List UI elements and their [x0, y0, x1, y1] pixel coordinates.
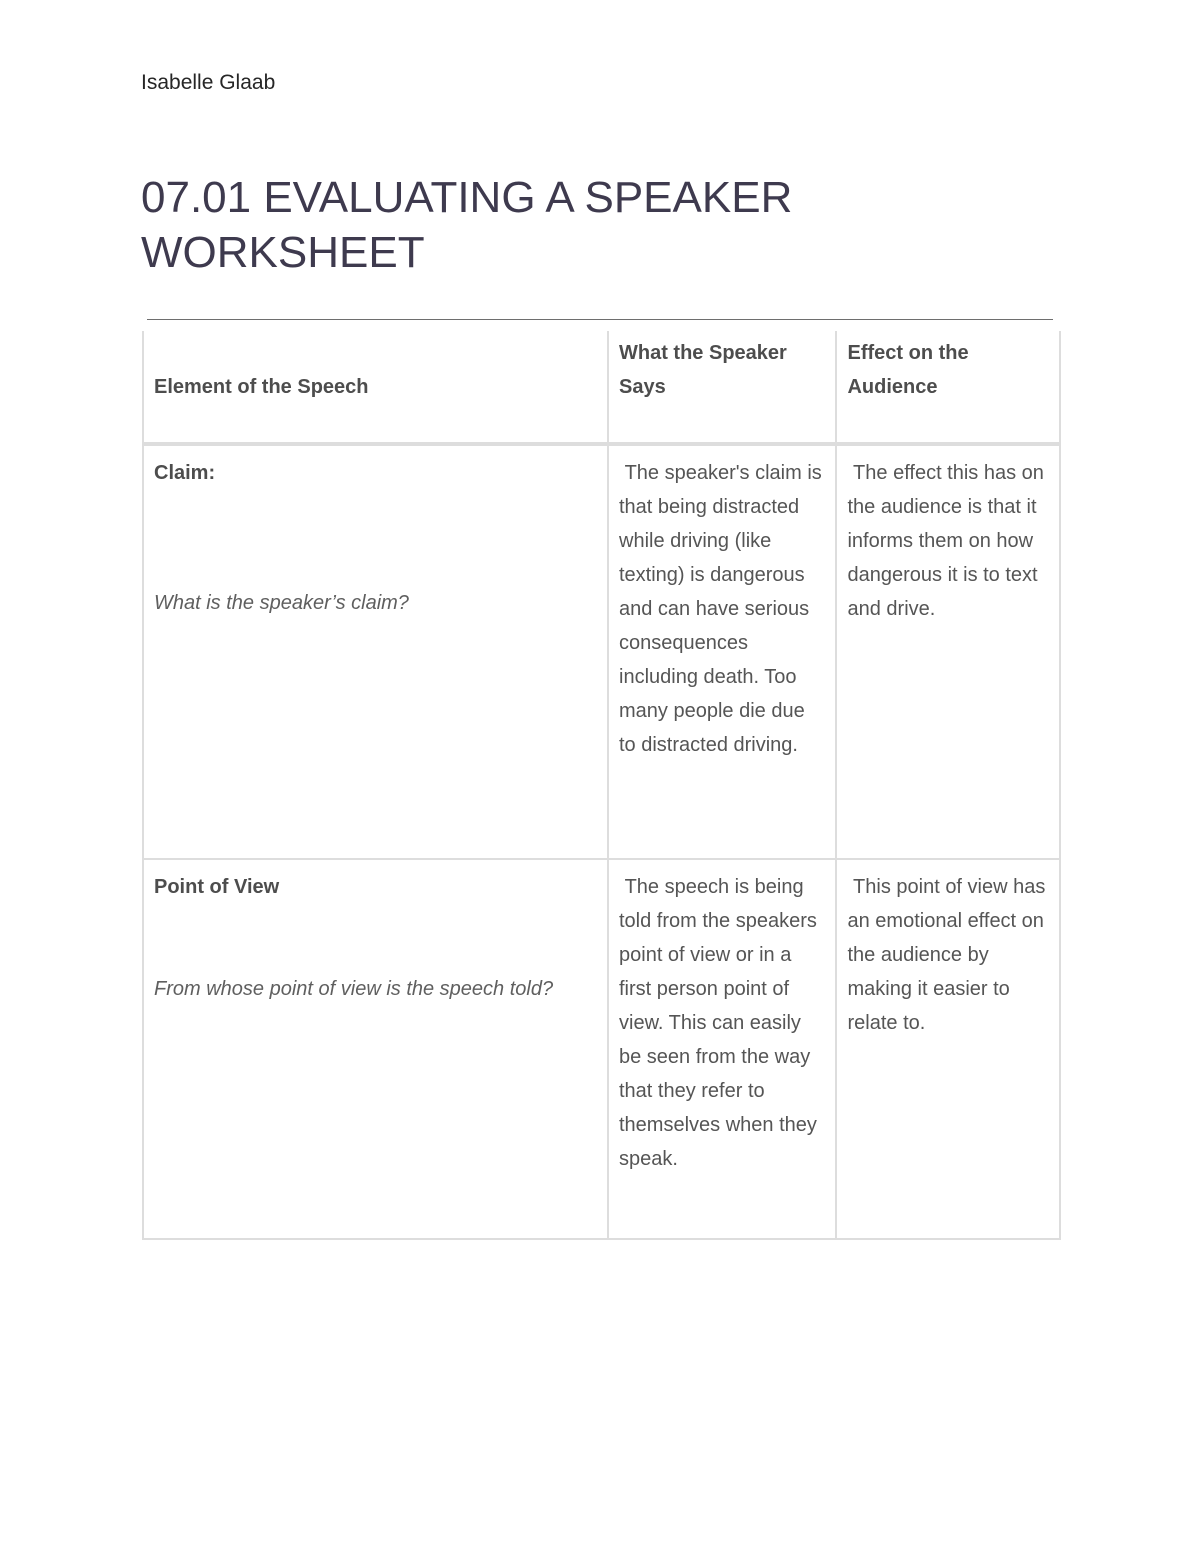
- worksheet-table: [142, 331, 1061, 1240]
- audience-effect-cell: This point of view has an emotional effect on the audience by making it easier to relate to.: [836, 859, 1060, 1239]
- element-cell-point-of-view: [143, 859, 608, 1239]
- table-row-point-of-view: [143, 859, 1060, 1239]
- page-title: 07.01 EVALUATING A SPEAKER WORKSHEET: [141, 173, 793, 277]
- audience-effect-cell: The effect this has on the audience is that it informs them on how dangerous it is to text and drive.: [836, 444, 1060, 859]
- header-element-of-speech: Element of the Speech: [143, 331, 608, 444]
- author-name: Isabelle Glaab: [141, 71, 276, 94]
- divider: [147, 319, 1053, 320]
- header-what-speaker-says: What the Speaker Says: [608, 331, 836, 444]
- speaker-says-cell: The speech is being told from the speakers point of view or in a first person point of view. This can easily be seen from the way that they refer to themselves when they speak.: [608, 859, 836, 1239]
- speaker-says-cell: The speaker's claim is that being distracted while driving (like texting) is dangerous and can have serious consequences including death. Too many people die due to distracted driving.: [608, 444, 836, 859]
- table-header-row: [143, 331, 1060, 444]
- element-label: Point of View: [154, 876, 280, 898]
- element-prompt: What is the speaker’s claim?: [154, 592, 409, 614]
- element-label: Claim:: [154, 462, 216, 484]
- element-prompt: From whose point of view is the speech told?: [154, 978, 554, 1000]
- header-effect-on-audience: Effect on the Audience: [836, 331, 1060, 444]
- element-cell-claim: [143, 444, 608, 859]
- table-row-claim: [143, 444, 1060, 859]
